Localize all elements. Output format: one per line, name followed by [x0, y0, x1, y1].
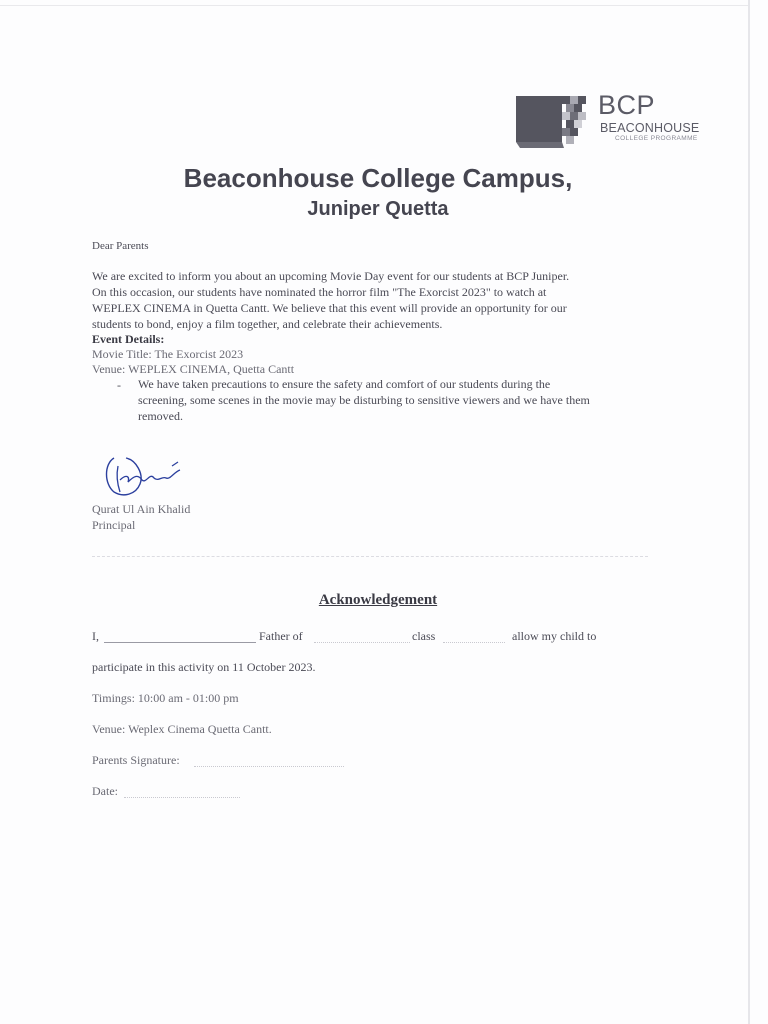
- page-subtitle: Juniper Quetta: [307, 198, 449, 220]
- bullet-dash: -: [117, 378, 121, 392]
- acknowledgement-title: Acknowledgement: [318, 592, 438, 608]
- name-blank-field[interactable]: [104, 642, 256, 643]
- venue-line: Venue: WEPLEX CINEMA, Quetta Cantt: [92, 362, 295, 376]
- date-field[interactable]: [124, 797, 240, 798]
- ack-venue: Venue: Weplex Cinema Quetta Cantt.: [92, 722, 272, 736]
- movie-title: Movie Title: The Exorcist 2023: [92, 347, 244, 361]
- bullet-line: We have taken precautions to ensure the safety and comfort of our students during the: [138, 377, 551, 391]
- bcp-logo: [514, 92, 714, 150]
- signatory-name: Qurat Ul Ain Khalid: [92, 502, 191, 516]
- logo-tagline: COLLEGE PROGRAMME: [615, 135, 698, 142]
- event-details-label: Event Details:: [92, 332, 165, 346]
- body-line: WEPLEX CINEMA in Quetta Cantt. We believe that this event will provide an opportunity for our: [92, 301, 567, 315]
- father-of-blank-field[interactable]: [314, 642, 410, 643]
- ack-line1-prefix: I,: [92, 629, 99, 643]
- ack-father-of: Father of: [259, 629, 303, 643]
- body-line: We are excited to inform you about an upcoming Movie Day event for our students at BCP Juniper.: [92, 269, 570, 283]
- date-label: Date:: [92, 784, 118, 798]
- logo-abbr: BCP: [598, 90, 656, 120]
- body-line: students to bond, enjoy a film together, and celebrate their achievements.: [92, 317, 443, 331]
- handwritten-signature: [100, 450, 200, 500]
- salutation: Dear Parents: [92, 240, 149, 252]
- book-mosaic-icon: [514, 92, 598, 150]
- signatory-title: Principal: [92, 518, 136, 532]
- class-blank-field[interactable]: [443, 642, 505, 643]
- ack-class: class: [412, 629, 436, 643]
- ack-line1-suffix: allow my child to: [512, 629, 597, 643]
- page-top-edge: [0, 5, 750, 6]
- logo-name: BEACONHOUSE: [600, 121, 700, 135]
- bullet-line: removed.: [138, 409, 183, 423]
- body-line: On this occasion, our students have nominated the horror film "The Exorcist 2023" to watch at: [92, 285, 547, 299]
- parents-signature-field[interactable]: [194, 766, 344, 767]
- ack-timings: Timings: 10:00 am - 01:00 pm: [92, 691, 239, 705]
- bullet-line: screening, some scenes in the movie may be disturbing to sensitive viewers and we have them: [138, 393, 590, 407]
- section-divider: [92, 556, 648, 557]
- ack-line2: participate in this activity on 11 October 2023.: [92, 660, 316, 674]
- parents-signature-label: Parents Signature:: [92, 753, 180, 767]
- page-title: Beaconhouse College Campus,: [183, 163, 573, 193]
- page-right-edge: [748, 0, 750, 1024]
